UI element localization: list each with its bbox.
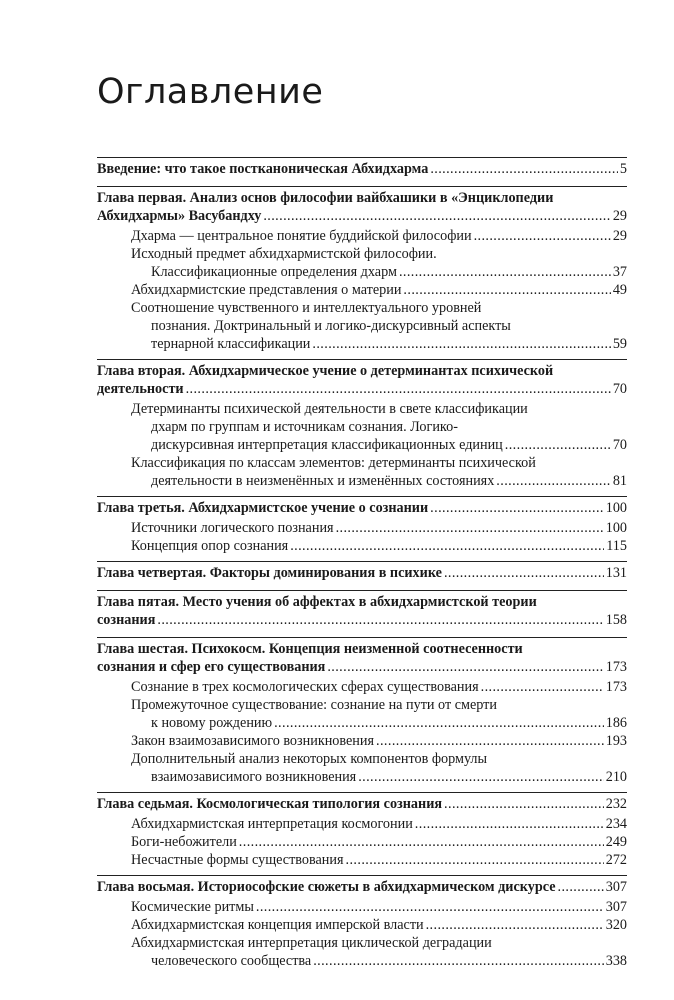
dot-leader [336,519,604,537]
toc-page-number: 37 [612,264,627,280]
toc-page-number: 158 [605,612,627,628]
dot-leader [415,815,604,833]
dot-leader [496,472,611,490]
toc-entry-title: Глава четвертая. Факторы доминирования в психике [97,565,442,581]
dot-leader [239,833,604,851]
toc-entry-title: Соотношение чувственного и интеллектуального уровней [131,300,482,316]
toc-chapter-5 [97,591,627,637]
toc-entry[interactable] [97,564,627,582]
toc-chapter-8 [97,876,627,976]
toc-entry-title: Дхарма — центральное понятие буддийской философии [131,228,472,244]
toc-chapter-2 [97,360,627,496]
toc-page-number: 100 [605,500,627,516]
toc-page-number: 173 [605,659,627,675]
toc-entry-title: Глава первая. Анализ основ философии вайбхашики в «Энциклопедии [97,190,554,206]
toc-entry-title: Боги-небожители [131,834,237,850]
toc-entry-title: Абхидхармистская интерпретация циклической деградации [131,935,492,951]
dot-leader [558,878,604,896]
toc-entry[interactable] [131,916,627,934]
dot-leader [263,207,610,225]
toc-entry-title-cont: сознания и сфер его существования [97,659,326,675]
toc-entry[interactable] [131,851,627,869]
toc-entry-title: Исходный предмет абхидхармистской философии. [131,246,437,262]
toc-entry-title-cont: деятельности в неизменённых и изменённых состояниях [151,473,495,489]
toc-entry-title-cont: к новому рождению [151,715,273,731]
toc-entry-title: Абхидхармистская концепция имперской власти [131,917,424,933]
dot-leader [376,732,604,750]
toc-entry[interactable] [131,750,627,786]
dot-leader [313,952,604,970]
dot-leader [186,380,611,398]
toc-entry-title: Глава восьмая. Историософские сюжеты в абхидхармическом дискурсе [97,879,556,895]
toc-page-number: 232 [605,796,627,812]
toc-entry-title-cont: Абхидхармы» Васубандху [97,208,262,224]
toc-entry-title: Глава седьмая. Космологическая типология сознания [97,796,443,812]
toc-entry[interactable] [97,593,627,629]
toc-page-number: 49 [612,282,627,298]
toc-entry[interactable] [131,227,627,245]
toc-entry[interactable] [131,732,627,750]
toc-entry[interactable] [97,362,627,398]
dot-leader [358,768,604,786]
dot-leader [426,916,604,934]
toc-page-number: 115 [606,538,627,554]
dot-leader [430,160,618,178]
page-title: Оглавление [97,72,324,112]
toc-entry-title: Дополнительный анализ некоторых компонентов формулы [131,751,488,767]
dot-leader [157,611,603,629]
toc-entry-title: Абхидхармистские представления о материи [131,282,402,298]
toc-page-number: 307 [605,879,627,895]
toc-entry[interactable] [131,815,627,833]
toc-entry-title-cont: дискурсивная интерпретация классификационных единиц [151,437,503,453]
toc-entry[interactable] [131,299,627,353]
toc-entry-title-cont: Классификационные определения дхарм [151,264,397,280]
toc-chapter-1 [97,187,627,359]
dot-leader [399,263,611,281]
toc-page-number: 70 [612,437,627,453]
toc-chapter-4 [97,562,627,590]
toc-entry-title-cont: тернарной классификации [151,336,311,352]
toc-page-number: 193 [605,733,627,749]
toc-page-number: 173 [605,679,627,695]
dot-leader [346,851,604,869]
toc-entry-title: Классификация по классам элементов: детерминанты психической [131,455,536,471]
toc-entry-title: Глава вторая. Абхидхармическое учение о детерминантах психической [97,363,554,379]
toc-entry-title: Глава шестая. Психокосм. Концепция неизменной соотнесенности [97,641,523,657]
toc-chapter-7 [97,793,627,875]
dot-leader [312,335,610,353]
toc-page-number: 5 [619,161,627,177]
toc-entry[interactable] [131,833,627,851]
toc-entry[interactable] [131,898,627,916]
dot-leader [403,281,610,299]
toc-entry[interactable] [131,519,627,537]
toc-entry[interactable] [131,400,627,454]
toc-page-number: 186 [605,715,627,731]
toc-page-number: 210 [605,769,627,785]
toc-entry-title-cont: сознания [97,612,156,628]
toc-entry-title: Закон взаимозависимого возникновения [131,733,375,749]
dot-leader [274,714,604,732]
toc-entry-title: Источники логического познания [131,520,334,536]
toc-entry[interactable] [131,537,627,555]
toc-entry[interactable] [97,795,627,813]
toc-entry-title: Концепция опор сознания [131,538,289,554]
toc-entry-title-cont: деятельности [97,381,184,397]
toc-page-number: 249 [605,834,627,850]
toc-page-number: 307 [605,899,627,915]
toc-entry-title: Сознание в трех космологических сферах существования [131,679,479,695]
dot-leader [481,678,604,696]
dot-leader [290,537,604,555]
toc-entry-title-cont: дхарм по группам и источникам сознания. Логико- [151,419,458,435]
toc-entry-title: Абхидхармистская интерпретация космогонии [131,816,413,832]
toc-page-number: 320 [605,917,627,933]
toc-page-number: 338 [605,953,627,969]
toc-entry-title-cont: познания. Доктринальный и логико-дискурсивный аспекты [151,318,511,334]
toc-page-number: 234 [605,816,627,832]
toc-page-number: 59 [612,336,627,352]
toc-chapter-3 [97,497,627,561]
toc-entry[interactable] [131,454,627,490]
toc-entry-title: Несчастные формы существования [131,852,344,868]
toc-entry[interactable] [97,878,627,896]
toc-entry-title: Детерминанты психической деятельности в свете классификации [131,401,528,417]
toc-entry-title: Промежуточное существование: сознание на пути от смерти [131,697,497,713]
toc-entry[interactable] [97,160,627,178]
dot-leader [256,898,604,916]
toc-entry-title: Космические ритмы [131,899,254,915]
toc-page-number: 100 [605,520,627,536]
toc-entry[interactable] [97,499,627,517]
toc-entry[interactable] [131,934,627,970]
toc-chapter-intro [97,158,627,186]
dot-leader [327,658,603,676]
toc-entry[interactable] [131,245,627,281]
toc-page-number: 81 [612,473,627,489]
dot-leader [444,795,604,813]
dot-leader [505,436,611,454]
toc-entry[interactable] [131,678,627,696]
toc-entry-title-cont: взаимозависимого возникновения [151,769,357,785]
toc-entry[interactable] [131,281,627,299]
toc-page-number: 131 [605,565,627,581]
toc-entry[interactable] [131,696,627,732]
toc-page-number: 29 [612,228,627,244]
table-of-contents [97,157,627,976]
toc-entry-title: Введение: что такое постканоническая Абхидхарма [97,161,429,177]
dot-leader [474,227,611,245]
toc-entry-title-cont: человеческого сообщества [151,953,312,969]
toc-entry[interactable] [97,640,627,676]
dot-leader [444,564,604,582]
toc-page-number: 70 [612,381,627,397]
toc-chapter-6 [97,638,627,792]
toc-page-number: 29 [612,208,627,224]
toc-entry-title: Глава пятая. Место учения об аффектах в абхидхармистской теории [97,594,537,610]
toc-entry[interactable] [97,189,627,225]
toc-entry-title: Глава третья. Абхидхармистское учение о сознании [97,500,429,516]
toc-page-number: 272 [605,852,627,868]
dot-leader [430,499,604,517]
